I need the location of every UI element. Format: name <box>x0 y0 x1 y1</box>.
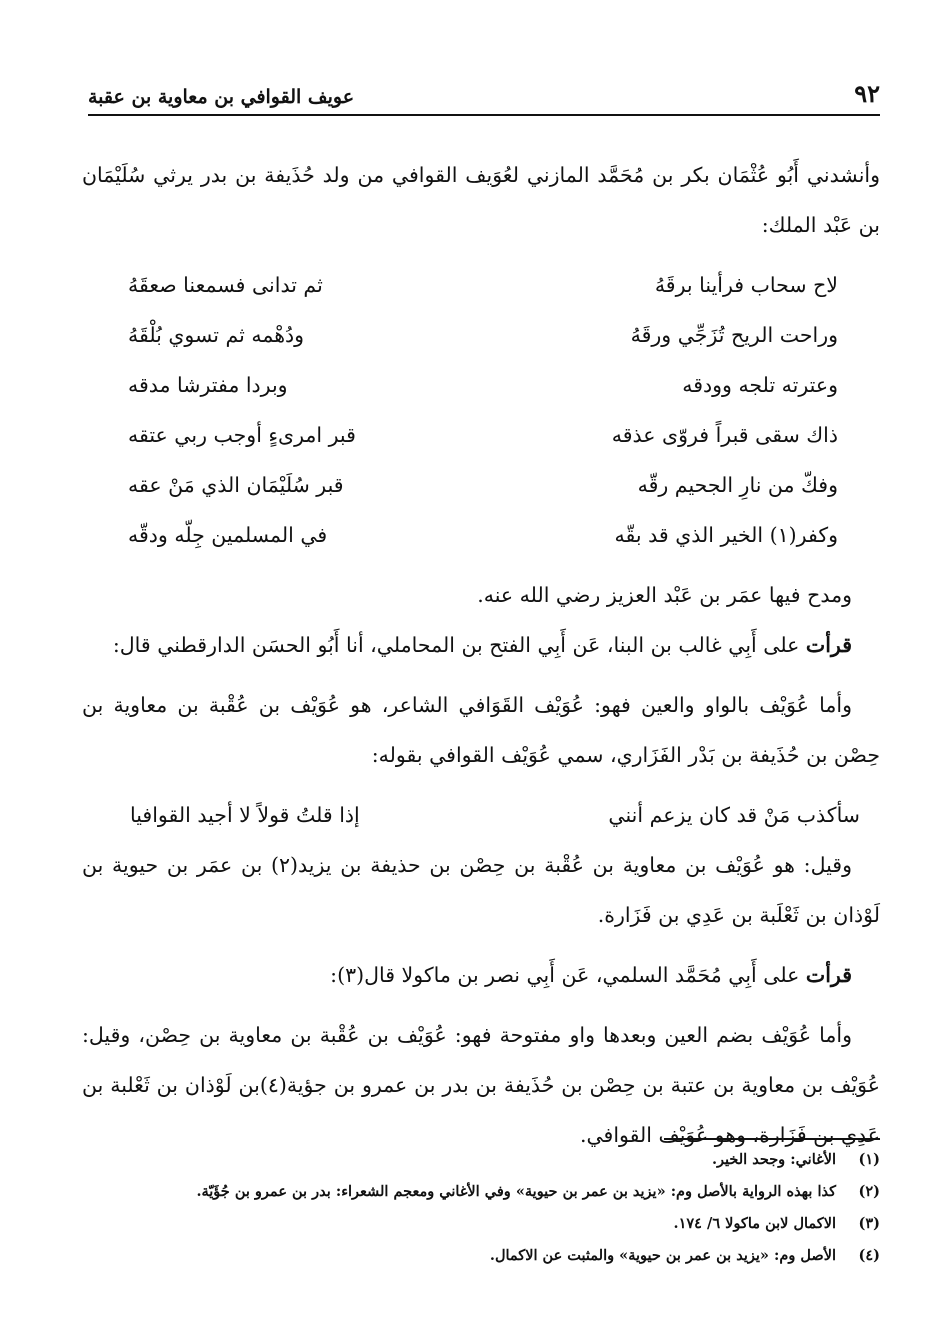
qaraat-label: قرأت <box>805 963 852 987</box>
page-header <box>88 79 880 116</box>
paragraph-isnad-1 <box>82 620 880 670</box>
poem-verse <box>82 410 880 460</box>
paragraph-intro: وأنشدني أَبُو عُثْمَان بكر بن مُحَمَّد المازني لعُوَيف القوافي من ولد حُذَيفة بن بدر يرثي سُلَيْمَان بن عَبْد الملك: <box>82 163 880 237</box>
paragraph-praise: ومدح فيها عمَر بن عَبْد العزيز رضي الله عنه. <box>477 583 852 607</box>
qaraat-label: قرأت <box>805 633 852 657</box>
hemistich-first: لاح سحاب فرأينا برقَهُ <box>654 273 838 297</box>
hemistich-second: قبر امرىءٍ أوجب ربي عتقه <box>128 423 356 447</box>
footnote-text: الأغاني: وجحد الخير. <box>711 1151 836 1168</box>
footnote <box>88 1176 880 1208</box>
paragraph-awaif-2: وأما عُوَيْف بضم العين وبعدها واو مفتوحة فهو: عُوَيْف بن عُقْبة بن معاوية بن حِصْن، وقيل: عُوَيْف بن معاوية بن عتبة بن حِصْن بن حُذَيفة بن بدر بن عمرو بن جؤية(٤)بن لَوْذان بن ثَعْلبة بن عَدِي بن فَزَارة، وهو عُوَيْف القوافي. <box>82 1023 880 1147</box>
hemistich-first: ذاك سقى قبراً فروّى عذقه <box>611 423 838 447</box>
poem-verse <box>82 360 880 410</box>
footnote-number: (١) <box>858 1151 880 1168</box>
hemistich-first: وعترته تلجه وودقه <box>682 373 838 397</box>
footnote-number: (٣) <box>858 1215 880 1232</box>
poem-verse <box>82 460 880 510</box>
hemistich-first: وكفر(١) الخير الذي قد بقّه <box>614 523 838 547</box>
footnote-divider <box>664 1138 880 1140</box>
poem-verse <box>82 260 880 310</box>
hemistich-first: وفكّ من نارِ الجحيم رقّه <box>637 473 838 497</box>
footnote <box>88 1208 880 1240</box>
poem <box>82 260 880 560</box>
poem-verse <box>82 510 880 560</box>
footnote <box>88 1240 880 1272</box>
footnote <box>88 1144 880 1176</box>
main-text <box>82 150 880 1160</box>
hemistich-second: في المسلمين جِلّه ودقّه <box>128 523 328 547</box>
paragraph-isnad-2 <box>82 950 880 1000</box>
footnote-text: كذا بهذه الرواية بالأصل وم: «يزيد بن عمر بن حيوية» وفي الأغاني ومعجم الشعراء: بدر بن عمرو بن جُؤَيّة. <box>196 1183 836 1200</box>
footnotes <box>88 1138 880 1272</box>
hemistich-second: وبردا مفترشا مدقه <box>128 373 288 397</box>
paragraph-text: على أَبِي مُحَمَّد السلمي، عَن أَبِي نصر بن ماكولا قال(٣): <box>330 963 806 987</box>
page-number: ٩٢ <box>854 79 880 108</box>
paragraph-text: على أَبِي غالب بن البنا، عَن أَبِي الفتح بن المحاملي، أنا أَبُو الحسَن الدارقطني قال: <box>112 633 806 657</box>
hemistich-second: قبر سُلَيْمَان الذي مَنْ عقه <box>128 473 344 497</box>
hemistich-second: ثم تدانى فسمعنا صعقَهُ <box>128 273 323 297</box>
paragraph-qila: وقيل: هو عُوَيْف بن معاوية بن عُقْبة بن حِصْن بن حذيفة بن يزيد(٢) بن عمَر بن حيوية بن لَوْذان بن ثَعْلَبة بن عَدِي بن فَزَارة. <box>82 853 880 927</box>
footnote-text: الاكمال لابن ماكولا ٦/ ١٧٤. <box>673 1215 836 1232</box>
paragraph-awaif: وأما عُوَيْف بالواو والعين فهو: عُوَيْف القَوَافي الشاعر، هو عُوَيْف بن عُقْبة بن معاوية بن حِصْن بن حُذَيفة بن بَدْر الفَزَاري، سمي عُوَيْف القوافي بقوله: <box>82 693 880 767</box>
running-title: عويف القوافي بن معاوية بن عقبة <box>88 86 355 108</box>
footnote-number: (٤) <box>858 1247 880 1264</box>
footnote-text: الأصل وم: «يزيد بن عمر بن حيوية» والمثبت عن الاكمال. <box>489 1247 836 1264</box>
hemistich-second: إذا قلتُ قولاً لا أجيد القوافيا <box>130 803 360 827</box>
hemistich-first: وراحت الريح تُزَجِّي ورقَهُ <box>630 323 838 347</box>
poem-verse <box>82 310 880 360</box>
hemistich-second: ودُهْمه ثم تسوي بُلْقَهُ <box>128 323 305 347</box>
hemistich-first: سأكذب مَنْ قد كان يزعم أنني <box>608 803 860 827</box>
poem-verse-single <box>82 790 880 840</box>
footnote-number: (٢) <box>858 1183 880 1200</box>
